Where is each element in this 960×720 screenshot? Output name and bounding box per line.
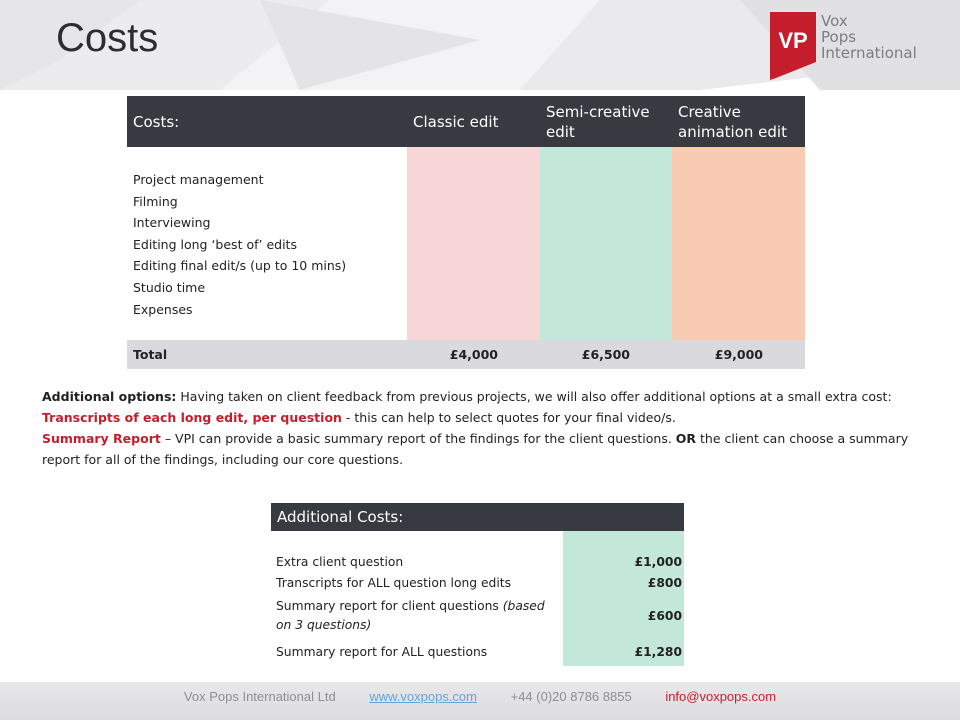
cost-items-list	[127, 147, 407, 340]
costs-items-row	[127, 147, 805, 340]
options-intro-label: Additional options:	[42, 389, 177, 404]
transcripts-text: - this can help to select quotes for your final video/s.	[341, 410, 676, 425]
table-spacer-row	[271, 531, 684, 551]
cost-item: Filming	[133, 193, 178, 209]
costs-table	[127, 96, 805, 369]
summary-text-2: the client can choose a summary report for all of the findings, including our core questions.	[42, 431, 909, 467]
costs-total-row	[127, 340, 805, 369]
footer-text	[0, 689, 960, 704]
vp-logo-mark	[770, 12, 818, 80]
page-title: Costs	[56, 16, 159, 60]
header-costs: Costs:	[127, 96, 407, 147]
summary-text-1: – VPI can provide a basic summary report of the findings for the client questions.	[160, 431, 676, 446]
footer-website-link[interactable]: www.voxpops.com	[369, 689, 477, 704]
table-row	[271, 573, 684, 594]
logo-wordmark	[821, 13, 917, 61]
cost-item: Project management	[133, 172, 264, 187]
logo-mark-text: VP	[778, 28, 808, 53]
additional-cost-value: £600	[563, 594, 684, 638]
additional-cost-value: £1,000	[563, 551, 684, 573]
options-transcripts	[42, 407, 932, 428]
additional-cost-value: £800	[563, 573, 684, 594]
summary-report-label: Summary Report	[42, 431, 161, 446]
logo-line-1: Vox	[821, 12, 848, 30]
cost-item: Expenses	[133, 301, 193, 317]
additional-cost-label: Extra client question	[276, 554, 404, 569]
costs-table-header-row	[127, 96, 805, 147]
summary-or: OR	[675, 431, 697, 446]
additional-cost-label	[271, 594, 563, 638]
cost-item: Interviewing	[133, 215, 211, 231]
options-intro	[42, 386, 932, 407]
table-row	[271, 638, 684, 666]
footer-phone: +44 (0)20 8786 8855	[510, 689, 632, 704]
creative-animation-edit-cell	[672, 147, 805, 340]
additional-costs-table	[271, 503, 684, 666]
company-logo	[770, 12, 940, 80]
semi-creative-edit-cell	[540, 147, 672, 340]
header-creative-animation-edit: Creative animation edit	[672, 96, 805, 147]
options-intro-text: Having taken on client feedback from previous projects, we will also offer additional options at a small extra cost:	[176, 389, 892, 404]
total-semi-creative-edit: £6,500	[540, 340, 672, 369]
total-label: Total	[127, 340, 407, 369]
options-summary	[42, 428, 932, 470]
classic-edit-cell	[407, 147, 540, 340]
cost-item: Editing final edit/s (up to 10 mins)	[133, 258, 347, 274]
additional-costs-header-row	[271, 503, 684, 531]
header-classic-edit: Classic edit	[407, 96, 540, 147]
table-row	[271, 594, 684, 638]
total-creative-animation-edit: £9,000	[672, 340, 805, 369]
table-row	[271, 551, 684, 573]
total-classic-edit: £4,000	[407, 340, 540, 369]
cost-item: Editing long ‘best of’ edits	[133, 236, 297, 252]
label-italic: (based on 3 questions)	[276, 599, 545, 632]
cost-item: Studio time	[133, 279, 206, 295]
transcripts-label: Transcripts of each long edit, per question	[42, 410, 342, 425]
footer-company: Vox Pops International Ltd	[183, 689, 336, 704]
additional-cost-value: £1,280	[563, 638, 684, 666]
logo-line-3: International	[821, 44, 917, 62]
additional-costs-header: Additional Costs:	[271, 503, 684, 531]
additional-cost-label: Transcripts for ALL question long edits	[276, 576, 512, 590]
additional-options-text	[42, 386, 932, 470]
logo-line-2: Pops	[821, 28, 857, 46]
header-semi-creative-edit: Semi-creative edit	[540, 96, 672, 147]
additional-cost-label: Summary report for ALL questions	[276, 644, 488, 659]
footer-email[interactable]: info@voxpops.com	[665, 689, 777, 704]
label-main: Summary report for client questions	[276, 599, 503, 613]
